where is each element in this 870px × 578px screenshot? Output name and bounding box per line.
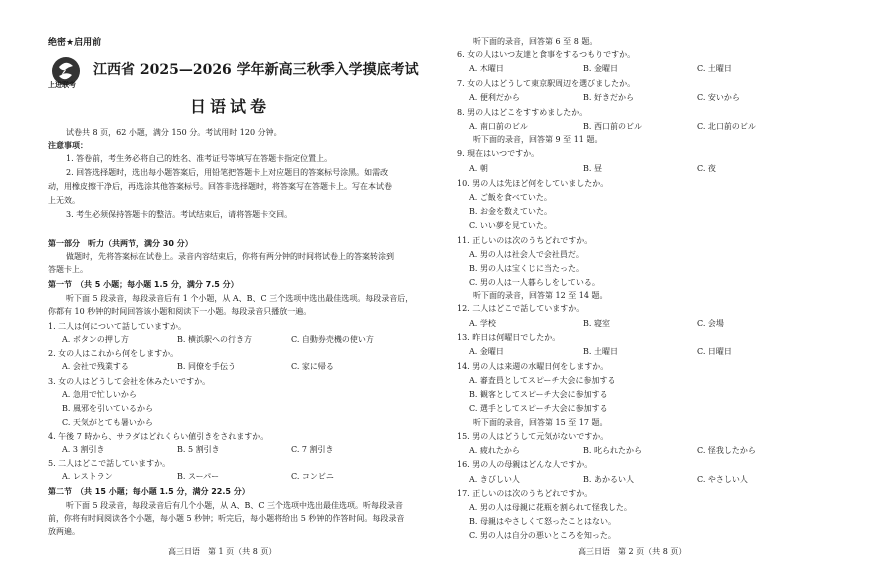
option-b: B. 寝室 [583,319,610,328]
option-c: C. 家に帰る [291,362,334,371]
option-a: A. 急用で忙しいから [62,390,137,399]
note-line: 1. 答卷前，考生务必将自己的姓名、准考证号等填写在答题卡指定位置上。 [66,154,333,163]
option-a: A. きびしい人 [469,475,520,484]
option-a: A. 会社で残業する [62,362,129,371]
exam-intro: 试卷共 8 页，62 小题，满分 150 分。考试用时 120 分钟。 [66,128,282,137]
option-c: C. 土曜日 [697,64,732,73]
option-a: A. 金曜日 [469,347,504,356]
option-b: B. 風邪を引いているから [62,404,153,413]
question: 3. 女の人はどうして会社を休みたいですか。 [48,377,211,386]
option-c: C. 日曜日 [697,347,732,356]
section2-heading: 第二节 （共 15 小题；每小题 1.5 分，满分 22.5 分） [48,487,250,496]
option-b: B. 横浜駅への行き方 [177,335,252,344]
exam-subtitle: 日语试卷 [190,97,271,116]
option-a: A. レストラン [62,472,113,481]
option-b: B. 母親はやさしくて怒ったことはない。 [469,517,616,526]
option-b: B. 昼 [583,164,602,173]
question: 9. 現在はいつですか。 [457,149,540,158]
secret-label: 绝密★启用前 [48,38,102,48]
notes-heading: 注意事项： [48,141,88,150]
option-b: B. 西口前のビル [583,122,642,131]
option-c: C. 怪我したから [697,446,756,455]
page-footer-left: 高三日语 第 1 页（共 8 页） [168,547,277,556]
option-c: C. 選手としてスピーチ大会に参加する [469,404,608,413]
section2-instructions: 前，你将有时间阅读各个小题，每小题 5 秒钟；听完后，每小题将给出 5 秒钟的作答时间。每段录音 [48,514,405,523]
option-a: A. ご飯を食べていた。 [469,193,552,202]
option-b: B. お金を数えていた。 [469,207,552,216]
option-b: B. 観客としてスピーチ大会に参加する [469,390,608,399]
option-a: A. 便利だから [469,93,520,102]
option-a: A. 審査員としてスピーチ大会に参加する [469,376,616,385]
note-line: 动，用橡皮擦干净后，再选涂其他答案标号。回答非选择题时，将答案写在答题卡上。写在本试卷 [48,182,392,191]
section2-instructions: 放两遍。 [48,527,80,536]
option-a: A. ボタンの押し方 [62,335,129,344]
logo-text: 上进联考 [48,81,76,89]
listen-instruction: 听下面的录音，回答第 12 至 14 题。 [473,291,608,300]
question: 13. 昨日は何曜日でしたか。 [457,333,561,342]
question: 2. 女の人はこれから何をしますか。 [48,349,179,358]
question: 8. 男の人はどこをすすめましたか。 [457,108,588,117]
option-c: C. いい夢を見ていた。 [469,221,552,230]
question: 6. 女の人はいつ友達と食事をするつもりですか。 [457,50,636,59]
note-line: 上无效。 [48,196,80,205]
section1-heading: 第一节 （共 5 小题；每小题 1.5 分，满分 7.5 分） [48,280,239,289]
option-a: A. 疲れたから [469,446,520,455]
option-c: C. 会場 [697,319,724,328]
option-b: B. スーパー [177,472,220,481]
question: 5. 二人はどこで話していますか。 [48,459,171,468]
option-a: A. 朝 [469,164,488,173]
section1-instructions: 你都有 10 秒钟的时间回答该小题和阅读下一小题。每段录音只播放一遍。 [48,307,312,316]
note-line: 2. 回答选择题时，选出每小题答案后，用铅笔把答题卡上对应题目的答案标号涂黑。如需改 [66,168,389,177]
option-a: A. 男の人は社会人で会社員だ。 [469,250,584,259]
option-a: A. 南口前のビル [469,122,528,131]
part1-intro: 做题时，先将答案标在试卷上。录音内容结束后，你将有两分钟的时间将试卷上的答案转涂到 [66,252,394,261]
question: 10. 男の人は先ほど何をしていましたか。 [457,179,609,188]
question: 11. 正しいのは次のうちどれですか。 [457,236,593,245]
question: 15. 男の人はどうして元気がないですか。 [457,432,609,441]
option-c: C. 夜 [697,164,716,173]
listen-instruction: 听下面的录音，回答第 6 至 8 题。 [473,37,598,46]
option-a: A. 学校 [469,319,496,328]
option-c: C. 7 割引き [291,445,334,454]
option-a: A. 男の人は母親に花瓶を割られて怪我した。 [469,503,632,512]
section2-instructions: 听下面 5 段录音，每段录音后有几个小题，从 A、B、C 三个选项中选出最佳选项。听每段录音 [66,501,404,510]
option-b: B. 5 割引き [177,445,220,454]
note-line: 3. 考生必须保持答题卡的整洁。考试结束后，请将答题卡交回。 [66,210,293,219]
option-a: A. 3 割引き [62,445,105,454]
section1-instructions: 听下面 5 段录音，每段录音后有 1 个小题，从 A、B、C 三个选项中选出最佳选项。每段录音后， [66,294,414,303]
question: 7. 女の人はどうして東京駅周辺を選びましたか。 [457,79,636,88]
option-c: C. 北口前のビル [697,122,756,131]
question: 16. 男の人の母親はどんな人ですか。 [457,460,593,469]
part1-heading: 第一部分 听力（共两节，满分 30 分） [48,239,193,248]
option-b: B. 男の人は宝くじに当たった。 [469,264,584,273]
option-b: B. 金曜日 [583,64,618,73]
option-a: A. 木曜日 [469,64,504,73]
option-c: C. 自動券売機の使い方 [291,335,374,344]
question: 17. 正しいのは次のうちどれですか。 [457,489,593,498]
listen-instruction: 听下面的录音，回答第 15 至 17 题。 [473,418,608,427]
option-c: C. コンビニ [291,472,334,481]
option-c: C. やさしい人 [697,475,748,484]
exam-title: 江西省 2025—2026 学年新高三秋季入学摸底考试 [93,62,419,78]
option-b: B. あかるい人 [583,475,634,484]
option-c: C. 天気がとても暑いから [62,418,153,427]
question: 14. 男の人は来週の水曜日何をしますか。 [457,362,609,371]
option-b: B. 同僚を手伝う [177,362,236,371]
part1-intro: 答题卡上。 [48,265,88,274]
question: 12. 二人はどこで話していますか。 [457,304,585,313]
option-c: C. 男の人は一人暮らしをしている。 [469,278,600,287]
option-c: C. 安いから [697,93,740,102]
question: 4. 午後 7 時から、サラダはどれくらい値引きをされますか。 [48,432,269,441]
page-footer-right: 高三日语 第 2 页（共 8 页） [578,547,687,556]
option-c: C. 男の人は自分の悪いところを知った。 [469,531,616,540]
option-b: B. 土曜日 [583,347,618,356]
option-b: B. 好きだから [583,93,634,102]
option-b: B. 叱られたから [583,446,642,455]
listen-instruction: 听下面的录音，回答第 9 至 11 题。 [473,135,603,144]
question: 1. 二人は何について話していますか。 [48,322,187,331]
